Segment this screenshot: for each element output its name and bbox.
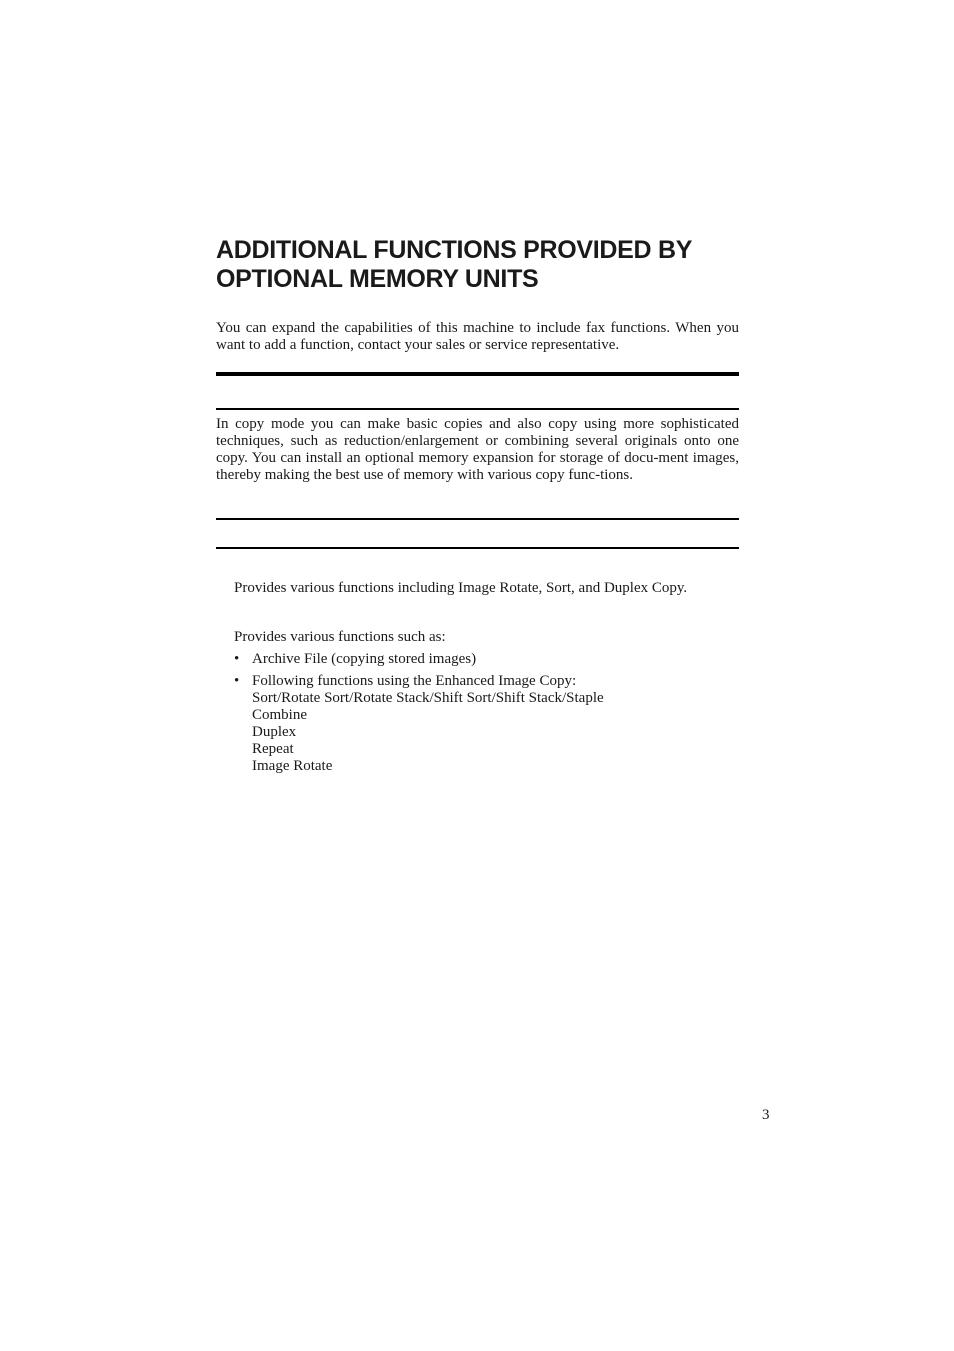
list-item: [234, 651, 739, 668]
copy-description-paragraph: In copy mode you can make basic copies and also copy using more sophisticated techniques, such as reduction/enlargement or combining several originals onto one copy. You can install an optional memory expansion for storage of docu-ment images, thereby making the best use of memory with various copy func-tions.: [216, 416, 739, 483]
bullet-icon: •: [234, 673, 240, 689]
page-title: [216, 236, 756, 294]
function-subline: Sort/Rotate Sort/Rotate Stack/Shift Sort/Shift Stack/Staple: [252, 690, 604, 706]
function-subline: Duplex: [252, 724, 297, 740]
section-rule-upper: [216, 518, 739, 520]
function-subline: Combine: [252, 707, 307, 723]
page-title-line-1: ADDITIONAL FUNCTIONS PROVIDED BY: [216, 236, 693, 264]
function-subline: Image Rotate: [252, 758, 333, 774]
list-item-text: Archive File (copying stored images): [252, 651, 477, 667]
function-subline: Repeat: [252, 741, 294, 757]
bullet-icon: •: [234, 651, 240, 667]
section-rule-thick: [216, 372, 739, 376]
page-number: 3: [762, 1107, 770, 1123]
list-item-text: Following functions using the Enhanced Image Copy:: [252, 673, 577, 689]
intro-paragraph: You can expand the capabilities of this machine to include fax functions. When you want to add a function, contact your sales or service representative.: [216, 320, 739, 353]
option-b-function-list: [234, 651, 739, 780]
section-rule-lower: [216, 547, 739, 549]
option-b-intro: Provides various functions such as:: [234, 629, 446, 645]
option-a-description: Provides various functions including Image Rotate, Sort, and Duplex Copy.: [234, 580, 688, 596]
page-title-line-2: OPTIONAL MEMORY UNITS: [216, 265, 539, 293]
list-item: [234, 673, 739, 775]
section-rule-thin: [216, 408, 739, 410]
